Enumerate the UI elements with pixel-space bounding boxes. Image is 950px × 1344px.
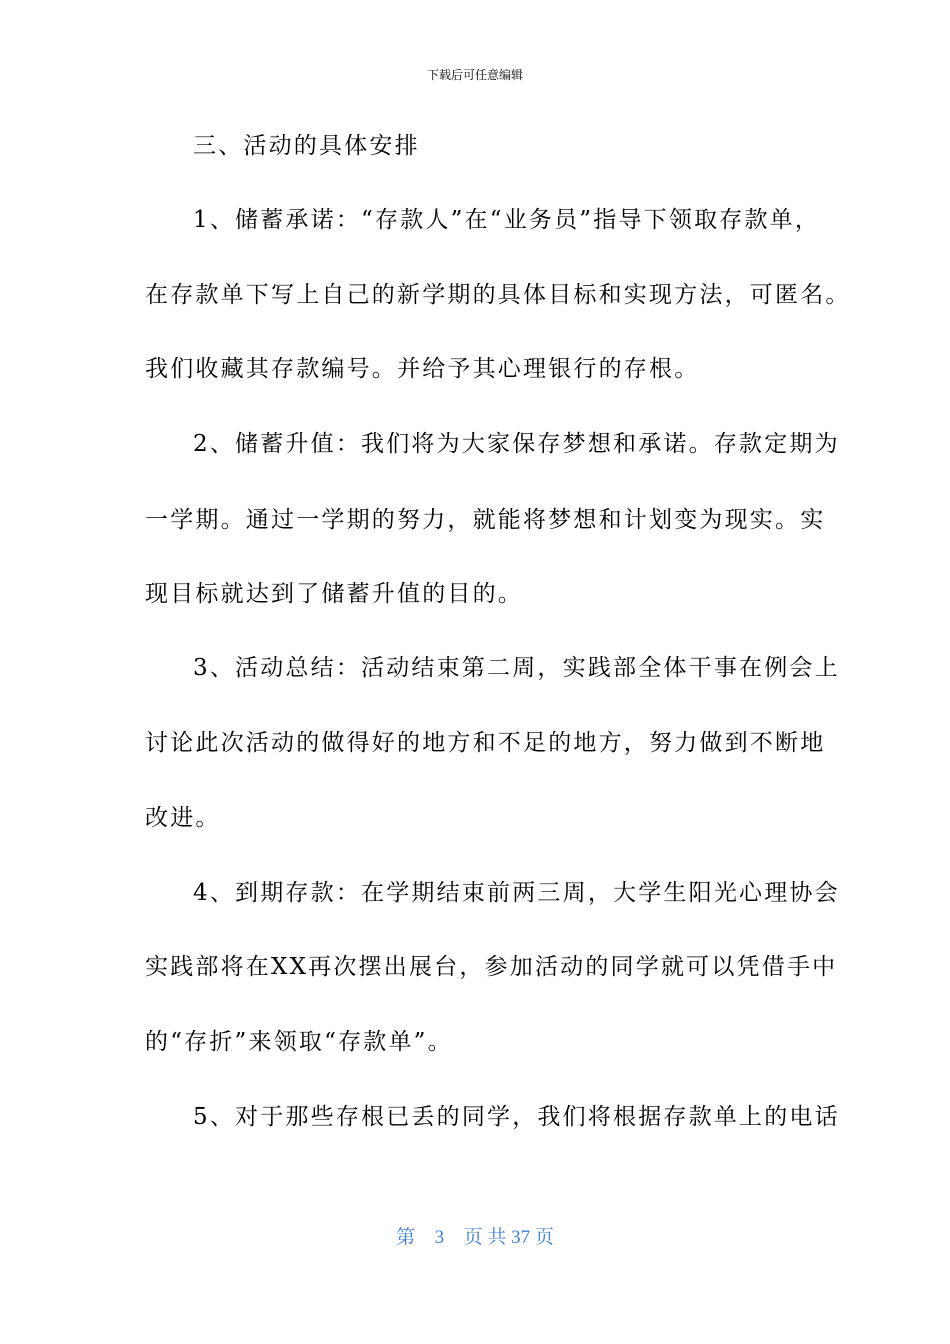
paragraph-line: 实践部将在XX再次摆出展台，参加活动的同学就可以凭借手中 (145, 954, 838, 980)
paragraph-line: 的“存折”来领取“存款单”。 (145, 1029, 453, 1055)
total-pages-number: 37 (511, 1227, 531, 1248)
paragraph-line: 一学期。通过一学期的努力，就能将梦想和计划变为现实。实 (145, 507, 826, 533)
paragraph-line: 在存款单下写上自己的新学期的具体目标和实现方法，可匿名。 (145, 282, 851, 308)
page-number-footer (0, 1226, 950, 1250)
paragraph-line: 3、活动总结：活动结束第二周，实践部全体干事在例会上 (193, 655, 840, 681)
paragraph-line: 我们收藏其存款编号。并给予其心理银行的存根。 (145, 356, 700, 382)
section-heading: 三、活动的具体安排 (193, 133, 420, 159)
paragraph-line: 1、储蓄承诺：“存款人”在“业务员”指导下领取存款单， (193, 207, 821, 233)
page-label-prefix: 第 (396, 1227, 416, 1248)
paragraph-line: 讨论此次活动的做得好的地方和不足的地方，努力做到不断地 (145, 730, 826, 756)
page-label-mid: 页 共 (463, 1227, 507, 1248)
current-page-number: 3 (434, 1227, 445, 1248)
header-note: 下载后可任意编辑 (426, 68, 523, 82)
paragraph-line: 4、到期存款：在学期结束前两三周，大学生阳光心理协会 (193, 880, 840, 906)
paragraph-line: 2、储蓄升值：我们将为大家保存梦想和承诺。存款定期为 (193, 431, 840, 457)
paragraph-line: 5、对于那些存根已丢的同学，我们将根据存款单上的电话 (193, 1104, 840, 1130)
paragraph-line: 改进。 (145, 805, 221, 831)
paragraph-line: 现目标就达到了储蓄升值的目的。 (145, 581, 523, 607)
page-label-suffix: 页 (534, 1227, 554, 1248)
